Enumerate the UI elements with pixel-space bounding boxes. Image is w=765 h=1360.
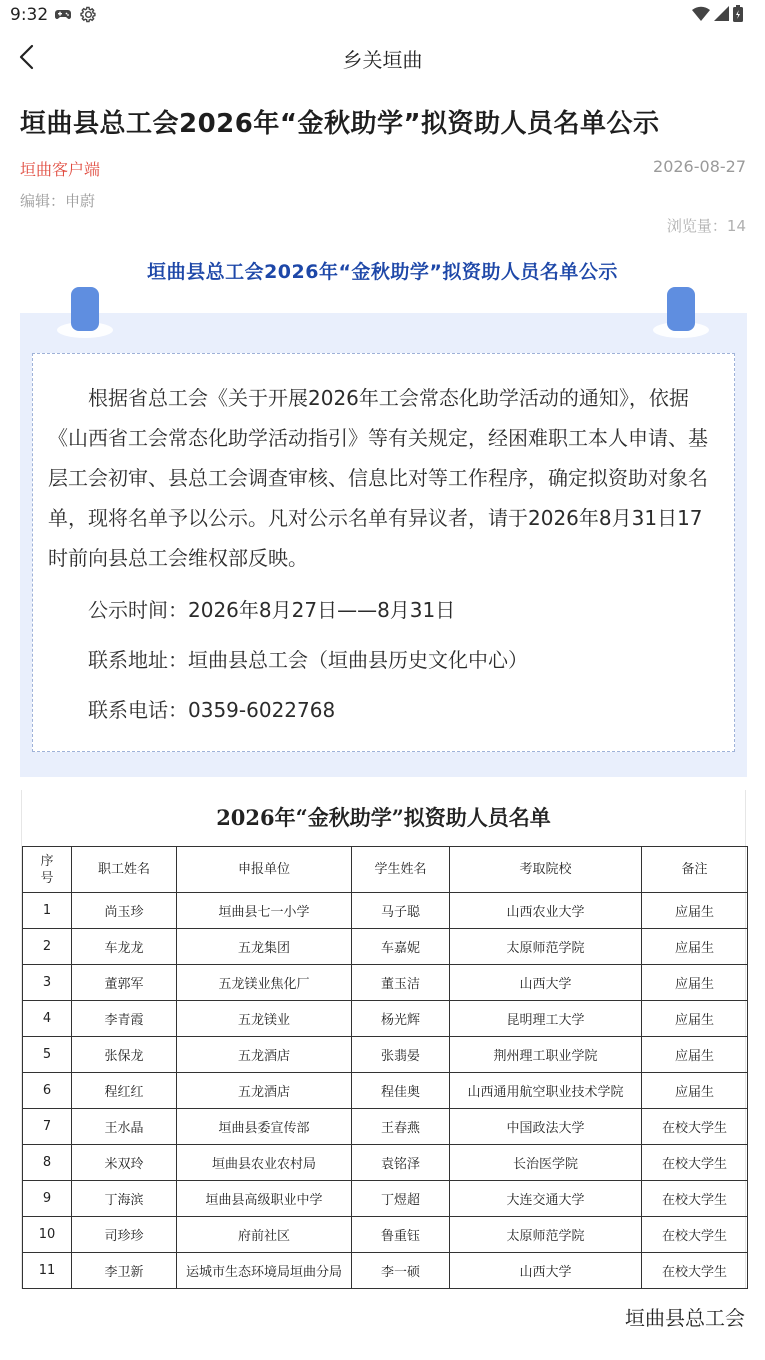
table-header-row xyxy=(23,847,748,893)
gear-icon xyxy=(80,6,97,27)
recipient-table xyxy=(22,846,748,1289)
cell-no: 10 xyxy=(23,1217,72,1253)
cell-unit: 五龙集团 xyxy=(177,929,352,965)
notice-time: 公示时间：2026年8月27日——8月31日 xyxy=(88,598,456,622)
table-row xyxy=(23,1145,748,1181)
cell-no: 8 xyxy=(23,1145,72,1181)
view-count: 浏览量：14 xyxy=(666,217,746,235)
cell-student: 车嘉妮 xyxy=(352,929,450,965)
cell-no: 11 xyxy=(23,1253,72,1289)
battery-icon xyxy=(733,5,743,26)
notice-phone: 联系电话：0359-6022768 xyxy=(88,698,336,722)
cell-note: 应届生 xyxy=(642,893,748,929)
cell-unit: 垣曲县七一小学 xyxy=(177,893,352,929)
cell-student: 丁煜超 xyxy=(352,1181,450,1217)
cell-school: 山西大学 xyxy=(450,965,642,1001)
table-row xyxy=(23,1181,748,1217)
cell-note: 在校大学生 xyxy=(642,1253,748,1289)
cell-student: 马子聪 xyxy=(352,893,450,929)
table-row xyxy=(23,965,748,1001)
cell-worker: 张保龙 xyxy=(72,1037,177,1073)
cell-no: 1 xyxy=(23,893,72,929)
cell-no: 3 xyxy=(23,965,72,1001)
table-row xyxy=(23,1073,748,1109)
cell-school: 长治医学院 xyxy=(450,1145,642,1181)
cell-worker: 李卫新 xyxy=(72,1253,177,1289)
cell-no: 6 xyxy=(23,1073,72,1109)
wifi-icon xyxy=(692,6,710,25)
cell-worker: 李青霞 xyxy=(72,1001,177,1037)
cell-unit: 五龙镁业 xyxy=(177,1001,352,1037)
cell-note: 应届生 xyxy=(642,929,748,965)
cell-unit: 运城市生态环境局垣曲分局 xyxy=(177,1253,352,1289)
cell-school: 大连交通大学 xyxy=(450,1181,642,1217)
cell-worker: 车龙龙 xyxy=(72,929,177,965)
cell-school: 山西通用航空职业技术学院 xyxy=(450,1073,642,1109)
cell-worker: 司珍珍 xyxy=(72,1217,177,1253)
editor-label: 编辑：申蔚 xyxy=(20,192,96,210)
cell-student: 程佳奥 xyxy=(352,1073,450,1109)
status-bar xyxy=(0,0,765,30)
cell-unit: 五龙酒店 xyxy=(177,1037,352,1073)
table-title: 2026年“金秋助学”拟资助人员名单 xyxy=(216,805,551,830)
cell-note: 在校大学生 xyxy=(642,1181,748,1217)
cell-worker: 董郭军 xyxy=(72,965,177,1001)
cell-student: 鲁重钰 xyxy=(352,1217,450,1253)
cell-no: 5 xyxy=(23,1037,72,1073)
notice-address: 联系地址：垣曲县总工会（垣曲县历史文化中心） xyxy=(88,648,528,672)
cell-note: 在校大学生 xyxy=(642,1145,748,1181)
cell-note: 应届生 xyxy=(642,965,748,1001)
table-row xyxy=(23,929,748,965)
pin-right-icon xyxy=(667,287,695,331)
cell-school: 荆州理工职业学院 xyxy=(450,1037,642,1073)
header-school: 考取院校 xyxy=(450,847,642,893)
pin-left-icon xyxy=(71,287,99,331)
table-row xyxy=(23,1037,748,1073)
cell-student: 袁铭泽 xyxy=(352,1145,450,1181)
header-worker: 职工姓名 xyxy=(72,847,177,893)
cell-worker: 程红红 xyxy=(72,1073,177,1109)
header-note: 备注 xyxy=(642,847,748,893)
article-title: 垣曲县总工会2026年“金秋助学”拟资助人员名单公示 xyxy=(20,109,660,139)
cell-note: 在校大学生 xyxy=(642,1109,748,1145)
cell-no: 7 xyxy=(23,1109,72,1145)
cell-worker: 尚玉珍 xyxy=(72,893,177,929)
notice-paragraph: 根据省总工会《关于开展2026年工会常态化助学活动的通知》，依据《山西省工会常态化助学活动指引》等有关规定，经困难职工本人申请、基层工会初审、县总工会调查审核、信息比对等工作程序，确定拟资助对象名单，现将名单予以公示。凡对公示名单有异议者，请于2026年8月31日17时前向县总工会维权部反映。 xyxy=(48,386,708,570)
table-row xyxy=(23,1001,748,1037)
cell-student: 张翡晏 xyxy=(352,1037,450,1073)
gamepad-icon xyxy=(54,6,72,26)
cell-school: 山西大学 xyxy=(450,1253,642,1289)
cell-school: 山西农业大学 xyxy=(450,893,642,929)
cell-unit: 五龙镁业焦化厂 xyxy=(177,965,352,1001)
cell-school: 太原师范学院 xyxy=(450,929,642,965)
cell-note: 应届生 xyxy=(642,1073,748,1109)
table-row xyxy=(23,1253,748,1289)
cell-unit: 五龙酒店 xyxy=(177,1073,352,1109)
cell-note: 在校大学生 xyxy=(642,1217,748,1253)
cell-unit: 府前社区 xyxy=(177,1217,352,1253)
source-link[interactable]: 垣曲客户端 xyxy=(20,160,101,179)
signal-icon xyxy=(714,6,729,25)
cell-unit: 垣曲县委宣传部 xyxy=(177,1109,352,1145)
footer-signature: 垣曲县总工会 xyxy=(625,1306,745,1330)
table-row xyxy=(23,1109,748,1145)
cell-worker: 王水晶 xyxy=(72,1109,177,1145)
cell-school: 昆明理工大学 xyxy=(450,1001,642,1037)
cell-school: 太原师范学院 xyxy=(450,1217,642,1253)
table-row xyxy=(23,1217,748,1253)
publish-date: 2026-08-27 xyxy=(653,157,746,176)
notice-heading: 垣曲县总工会2026年“金秋助学”拟资助人员名单公示 xyxy=(147,261,618,283)
cell-student: 董玉洁 xyxy=(352,965,450,1001)
recipient-table-image xyxy=(21,790,746,1289)
cell-student: 王春燕 xyxy=(352,1109,450,1145)
cell-note: 应届生 xyxy=(642,1037,748,1073)
nav-title: 乡关垣曲 xyxy=(342,48,423,72)
cell-worker: 丁海滨 xyxy=(72,1181,177,1217)
cell-worker: 米双玲 xyxy=(72,1145,177,1181)
cell-no: 4 xyxy=(23,1001,72,1037)
nav-bar xyxy=(0,30,765,86)
header-student: 学生姓名 xyxy=(352,847,450,893)
cell-student: 李一硕 xyxy=(352,1253,450,1289)
table-row xyxy=(23,893,748,929)
cell-student: 杨光辉 xyxy=(352,1001,450,1037)
cell-no: 9 xyxy=(23,1181,72,1217)
cell-school: 中国政法大学 xyxy=(450,1109,642,1145)
cell-unit: 垣曲县农业农村局 xyxy=(177,1145,352,1181)
cell-no: 2 xyxy=(23,929,72,965)
cell-unit: 垣曲县高级职业中学 xyxy=(177,1181,352,1217)
cell-note: 应届生 xyxy=(642,1001,748,1037)
status-time: 9:32 xyxy=(10,5,49,25)
header-no: 序 号 xyxy=(23,847,72,893)
header-unit: 申报单位 xyxy=(177,847,352,893)
